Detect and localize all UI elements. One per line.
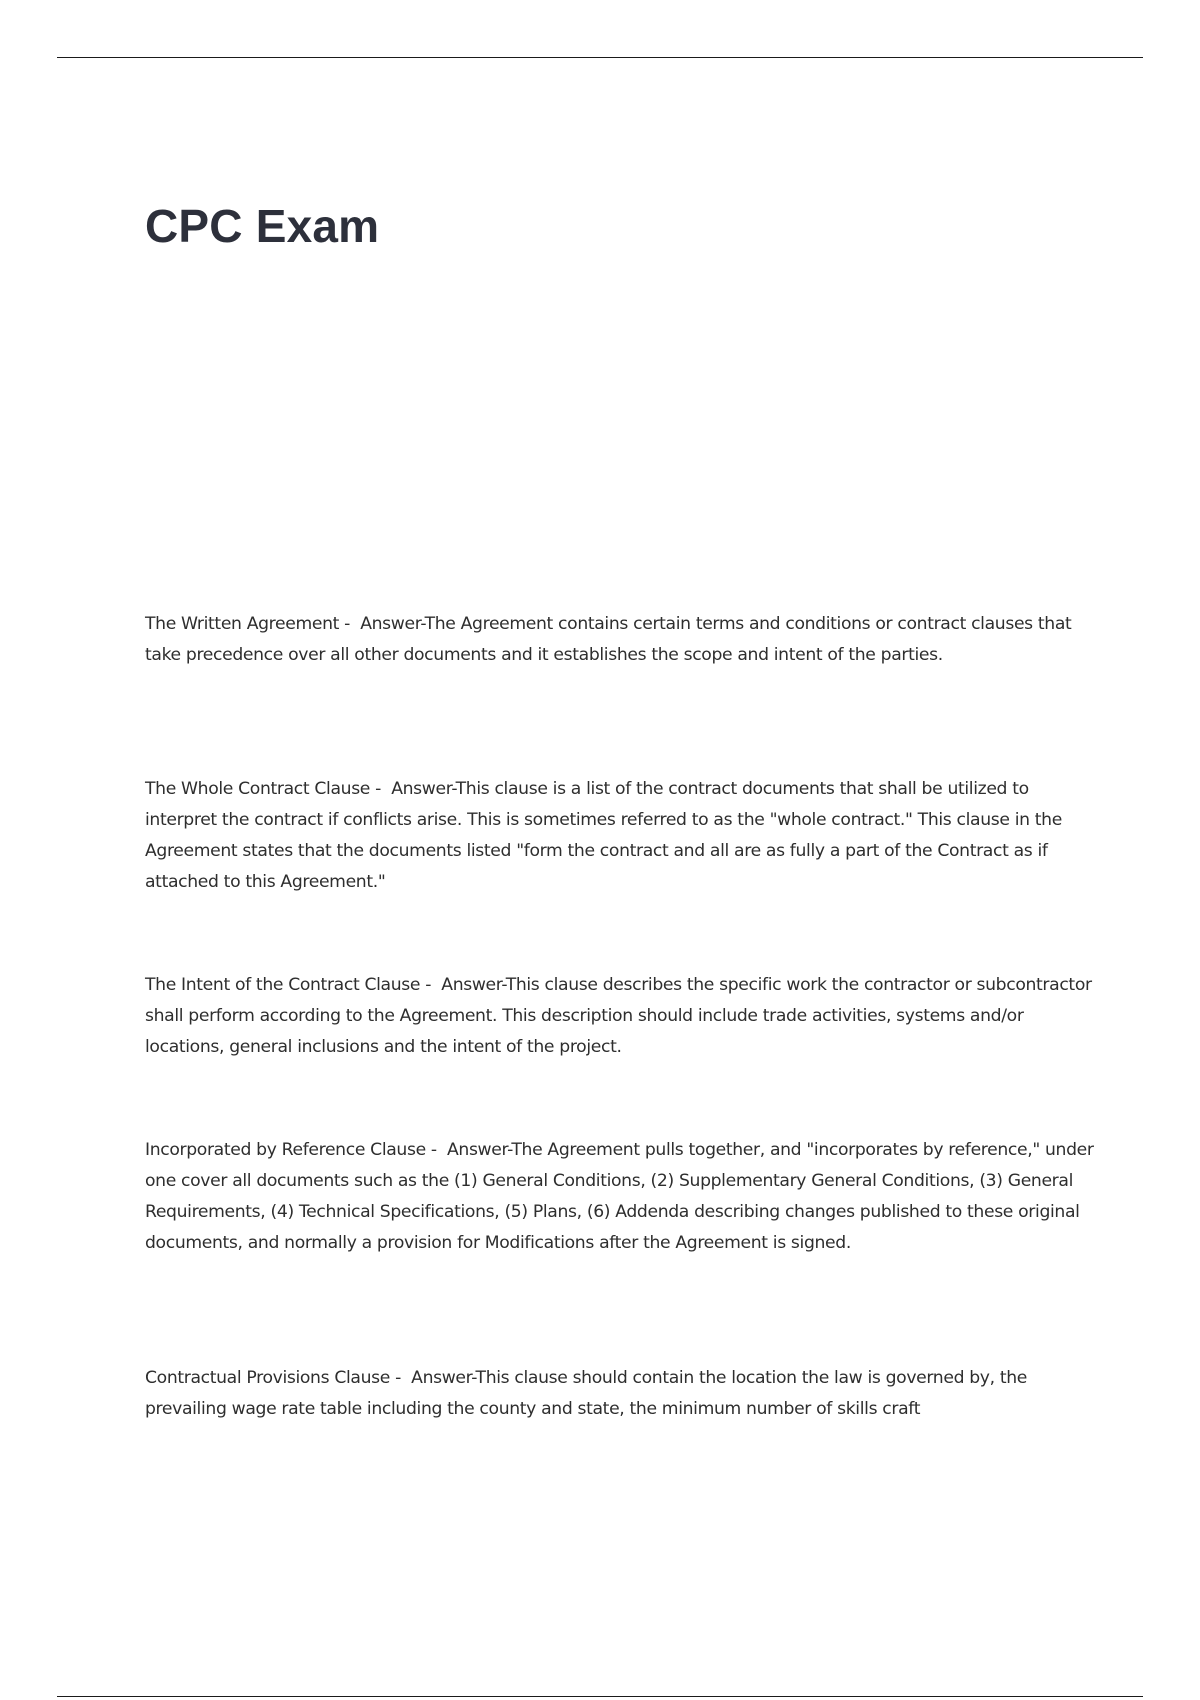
entry-term: The Whole Contract Clause — [145, 779, 371, 799]
qa-entry: Contractual Provisions Clause - Answer-This clause should contain the location the law is governed by, the prevailing wage rate table including the county and state, the minimum number of skills craft — [145, 1368, 1028, 1419]
entry-answer-prefix: Answer- — [441, 975, 506, 995]
top-rule — [57, 57, 1143, 58]
qa-entry: The Intent of the Contract Clause - Answer-This clause describes the specific work the contractor or subcontractor shall perform according to the Agreement. This description should include trade activities, systems and/or locations, general inclusions and the intent of the project. — [145, 975, 1092, 1057]
entry-term: The Intent of the Contract Clause — [145, 975, 421, 995]
entry-answer: The Agreement contains certain terms and conditions or contract clauses that take precedence over all other documents and it establishes the scope and intent of the parties. — [145, 614, 1072, 665]
bottom-rule — [57, 1696, 1143, 1697]
entry-term: Incorporated by Reference Clause — [145, 1140, 426, 1160]
entry-answer-prefix: Answer- — [447, 1140, 512, 1160]
entry-term: The Written Agreement — [145, 614, 340, 634]
entry-term: Contractual Provisions Clause — [145, 1368, 390, 1388]
qa-entry: The Written Agreement - Answer-The Agreement contains certain terms and conditions or contract clauses that take precedence over all other documents and it establishes the scope and intent of the parties. — [145, 614, 1072, 665]
qa-entry: The Whole Contract Clause - Answer-This clause is a list of the contract documents that shall be utilized to interpret the contract if conflicts arise. This is sometimes referred to as the "whole contract." This clause in the Agreement states that the documents listed "form the contract and all are as fully a part of the Contract as if attached to this Agreement." — [145, 779, 1062, 892]
entry-answer: This clause is a list of the contract documents that shall be utilized to interpret the contract if conflicts arise. This is sometimes referred to as the "whole contract." This clause in the Agreement states that the documents listed "form the contract and all are as fully a part of the Contract as if attached to this Agreement." — [145, 779, 1062, 892]
document-title: CPC Exam — [145, 200, 380, 252]
entry-answer-prefix: Answer- — [411, 1368, 476, 1388]
entry-answer: This clause describes the specific work the contractor or subcontractor shall perform according to the Agreement. This description should include trade activities, systems and/or locations, general inclusions and the intent of the project. — [145, 975, 1092, 1057]
entry-answer-prefix: Answer- — [360, 614, 425, 634]
qa-entry: Incorporated by Reference Clause - Answer-The Agreement pulls together, and "incorporates by reference," under one cover all documents such as the (1) General Conditions, (2) Supplementary General Conditions, (3) General Requirements, (4) Technical Specifications, (5) Plans, (6) Addenda describing changes published to these original documents, and normally a provision for Modifications after the Agreement is signed. — [145, 1140, 1094, 1253]
entry-answer-prefix: Answer- — [391, 779, 456, 799]
entry-answer: The Agreement pulls together, and "incorporates by reference," under one cover all documents such as the (1) General Conditions, (2) Supplementary General Conditions, (3) General Requirements, (4) Technical Specifications, (5) Plans, (6) Addenda describing changes published to these original documents, and normally a provision for Modifications after the Agreement is signed. — [145, 1140, 1094, 1253]
entry-answer: This clause should contain the location the law is governed by, the prevailing wage rate table including the county and state, the minimum number of skills craft — [145, 1368, 1028, 1419]
